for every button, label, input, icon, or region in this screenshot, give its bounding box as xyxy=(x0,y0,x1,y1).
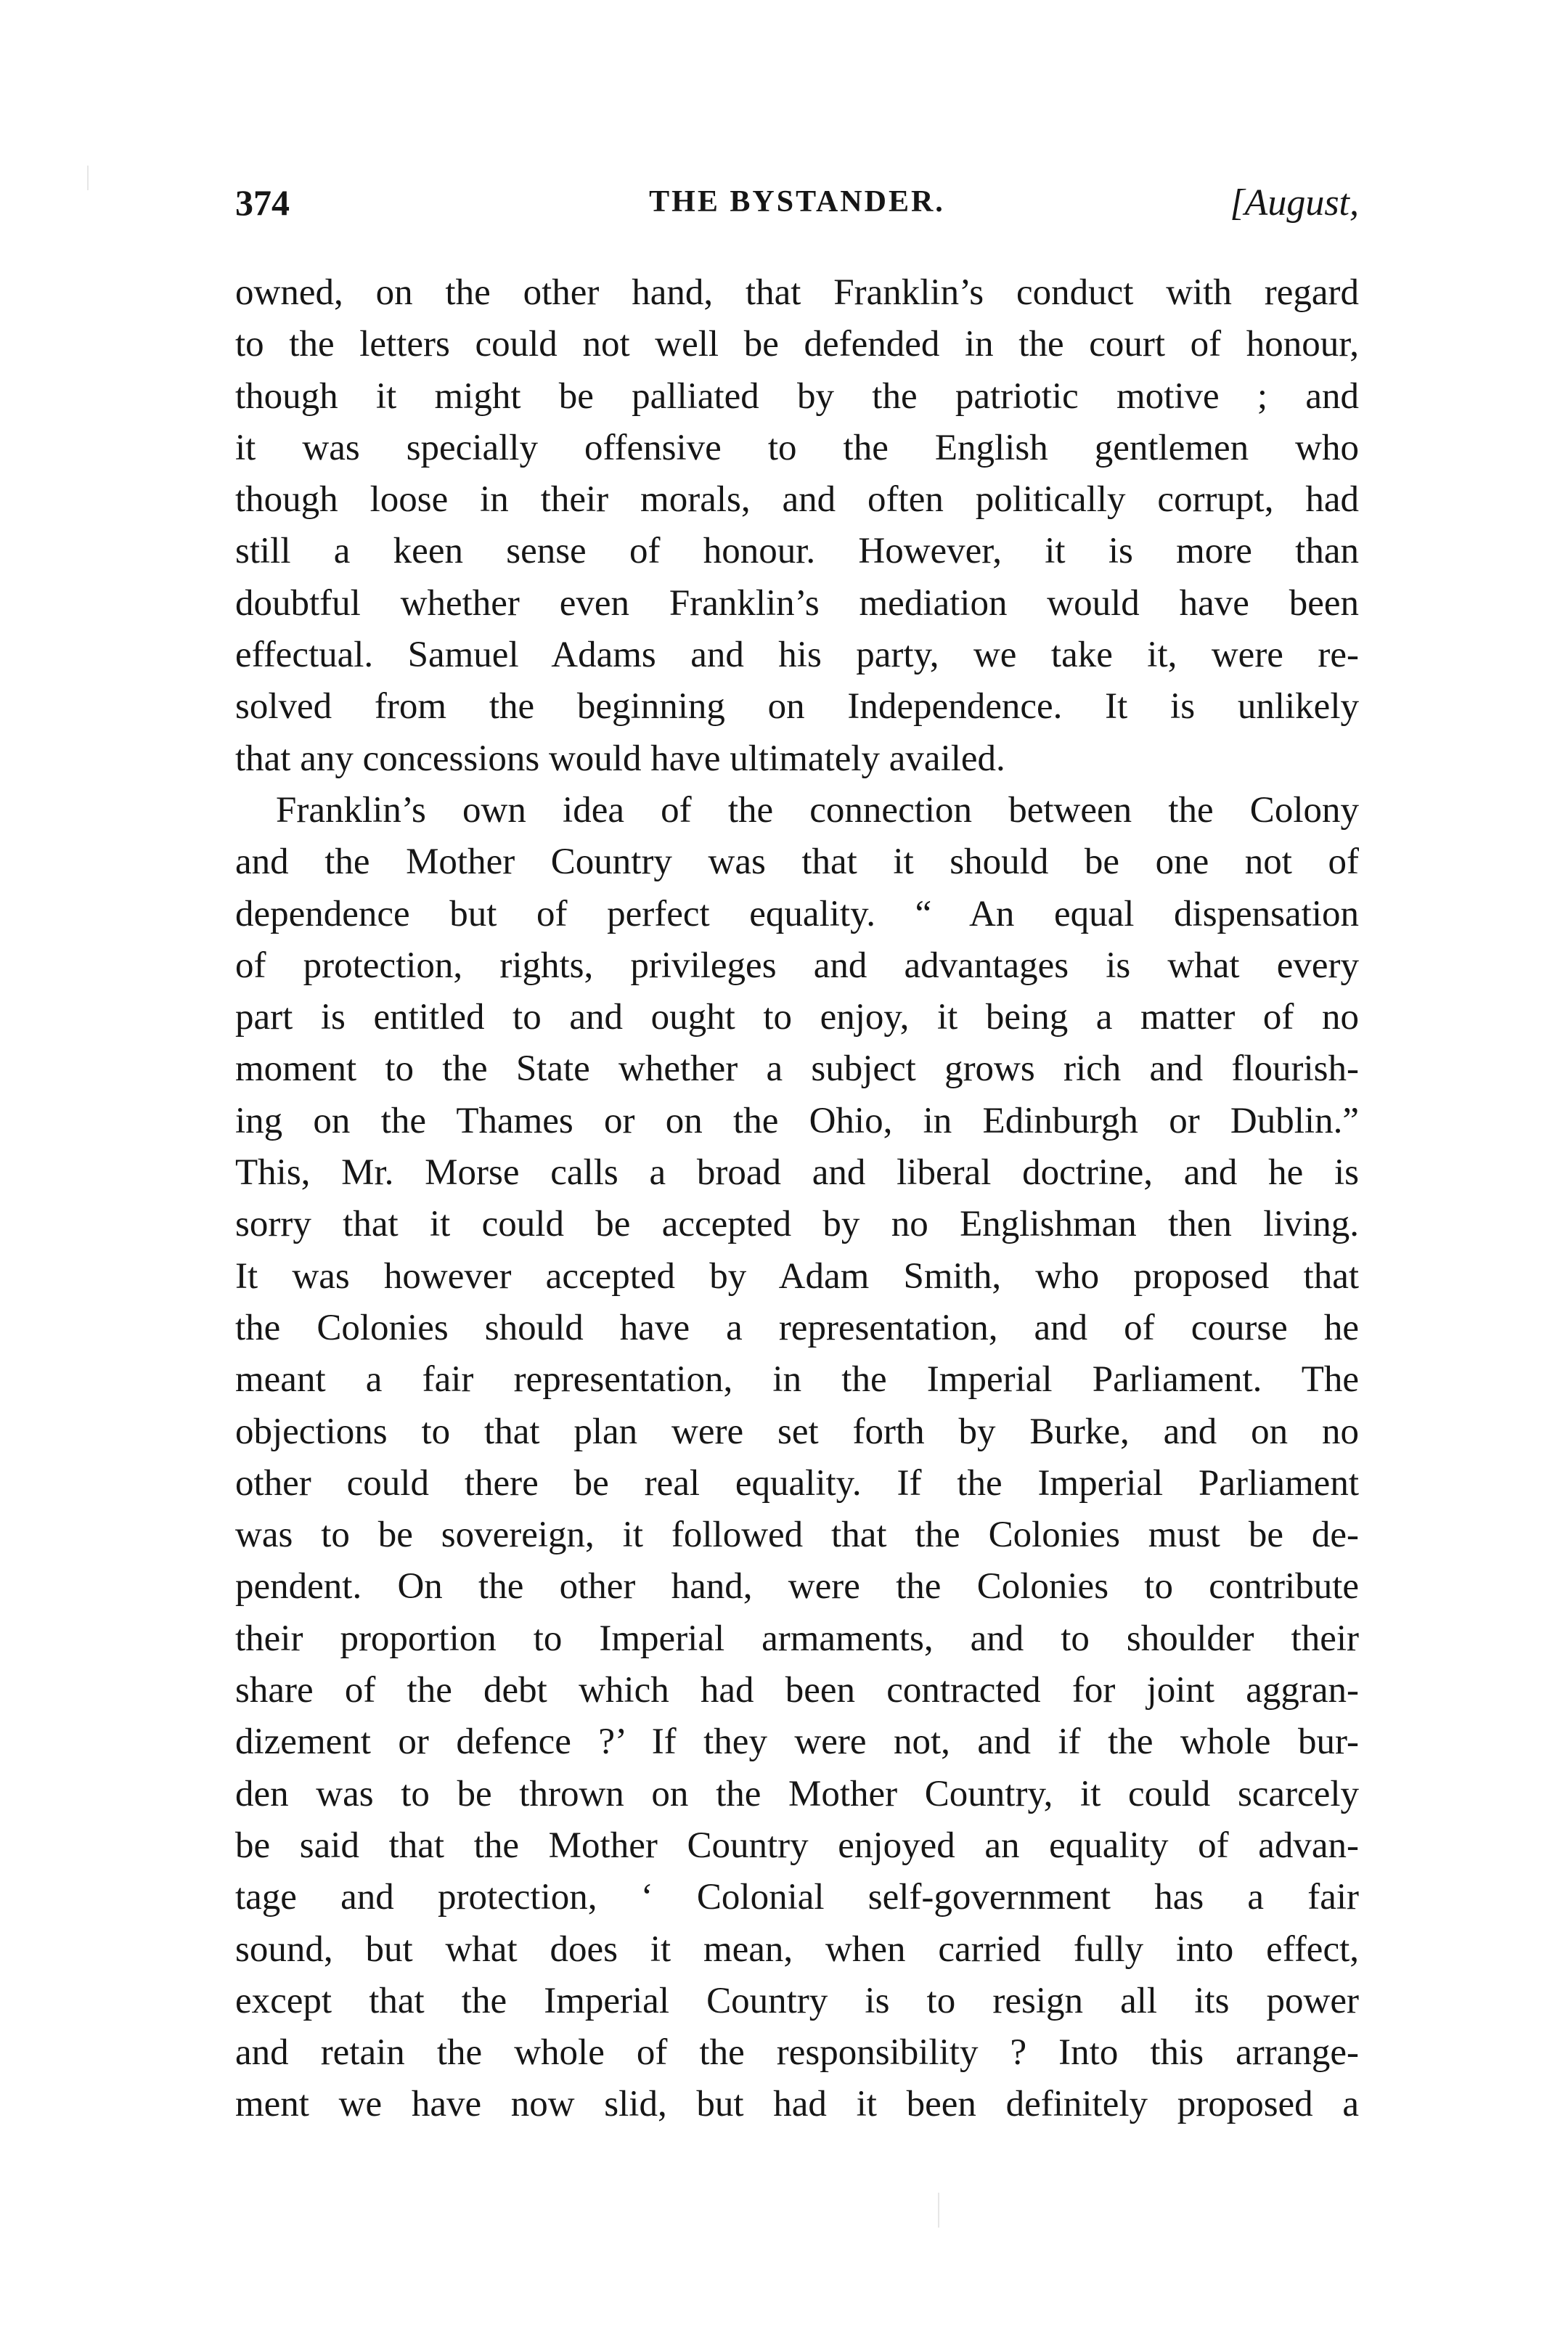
text-line: meant a fair representation, in the Imperial Parliament. The xyxy=(235,1359,1359,1401)
text-line: other could there be real equality. If the Imperial Parliament xyxy=(235,1462,1359,1504)
text-line: to the letters could not well be defended in the court of honour, xyxy=(235,324,1359,365)
text-line: moment to the State whether a subject grows rich and flourish- xyxy=(235,1048,1359,1090)
text-line: This, Mr. Morse calls a broad and liberal doctrine, and he is xyxy=(235,1152,1359,1194)
text-line: sound, but what does it mean, when carried fully into effect, xyxy=(235,1928,1359,1970)
text-line: except that the Imperial Country is to resign all its power xyxy=(235,1980,1359,2021)
text-line: dependence but of perfect equality. “ An equal dispensation xyxy=(235,893,1359,934)
text-line: share of the debt which had been contracted for joint aggran- xyxy=(235,1670,1359,1711)
text-line: owned, on the other hand, that Franklin’s conduct with regard xyxy=(235,272,1359,313)
text-line: den was to be thrown on the Mother Country, it could scarcely xyxy=(235,1773,1359,1814)
text-line: be said that the Mother Country enjoyed an equality of advan- xyxy=(235,1825,1359,1866)
page-header xyxy=(235,182,1359,232)
text-line: though loose in their morals, and often politically corrupt, had xyxy=(235,479,1359,521)
paper-speck xyxy=(938,2193,939,2228)
running-date: [August, xyxy=(1230,182,1359,224)
text-line: that any concessions would have ultimately availed. xyxy=(235,738,1005,779)
text-line: effectual. Samuel Adams and his party, we take it, were re- xyxy=(235,635,1359,676)
text-line: still a keen sense of honour. However, it is more than xyxy=(235,531,1359,572)
text-line: their proportion to Imperial armaments, and to shoulder their xyxy=(235,1618,1359,1659)
text-line: dizement or defence ?’ If they were not, and if the whole bur- xyxy=(235,1721,1359,1763)
text-line: the Colonies should have a representation, and of course he xyxy=(235,1307,1359,1348)
page-number: 374 xyxy=(235,182,290,223)
text-line: and the Mother Country was that it should be one not of xyxy=(235,842,1359,883)
text-line: ment we have now slid, but had it been definitely proposed a xyxy=(235,2084,1359,2125)
text-line: pendent. On the other hand, were the Colonies to contribute xyxy=(235,1566,1359,1607)
text-line: and retain the whole of the responsibility ? Into this arrange- xyxy=(235,2032,1359,2074)
text-line: it was specially offensive to the English gentlemen who xyxy=(235,427,1359,468)
text-line: of protection, rights, privileges and advantages is what every xyxy=(235,945,1359,986)
paragraph-first-line: Franklin’s own idea of the connection between the Colony xyxy=(276,789,1359,831)
text-line: solved from the beginning on Independence. It is unlikely xyxy=(235,686,1359,728)
text-line: sorry that it could be accepted by no Englishman then living. xyxy=(235,1204,1359,1245)
text-line: doubtful whether even Franklin’s mediation would have been xyxy=(235,582,1359,624)
running-title: THE BYSTANDER. xyxy=(649,185,945,219)
text-line: It was however accepted by Adam Smith, who proposed that xyxy=(235,1255,1359,1297)
paper-speck xyxy=(87,166,89,190)
text-line: though it might be palliated by the patriotic motive ; and xyxy=(235,375,1359,417)
text-line: tage and protection, ‘ Colonial self-government has a fair xyxy=(235,1877,1359,1918)
text-line: ing on the Thames or on the Ohio, in Edinburgh or Dublin.” xyxy=(235,1100,1359,1141)
text-line: part is entitled to and ought to enjoy, it being a matter of no xyxy=(235,997,1359,1038)
body-text xyxy=(235,267,1359,2131)
text-line: objections to that plan were set forth by Burke, and on no xyxy=(235,1411,1359,1452)
text-line: was to be sovereign, it followed that the Colonies must be de- xyxy=(235,1515,1359,1556)
